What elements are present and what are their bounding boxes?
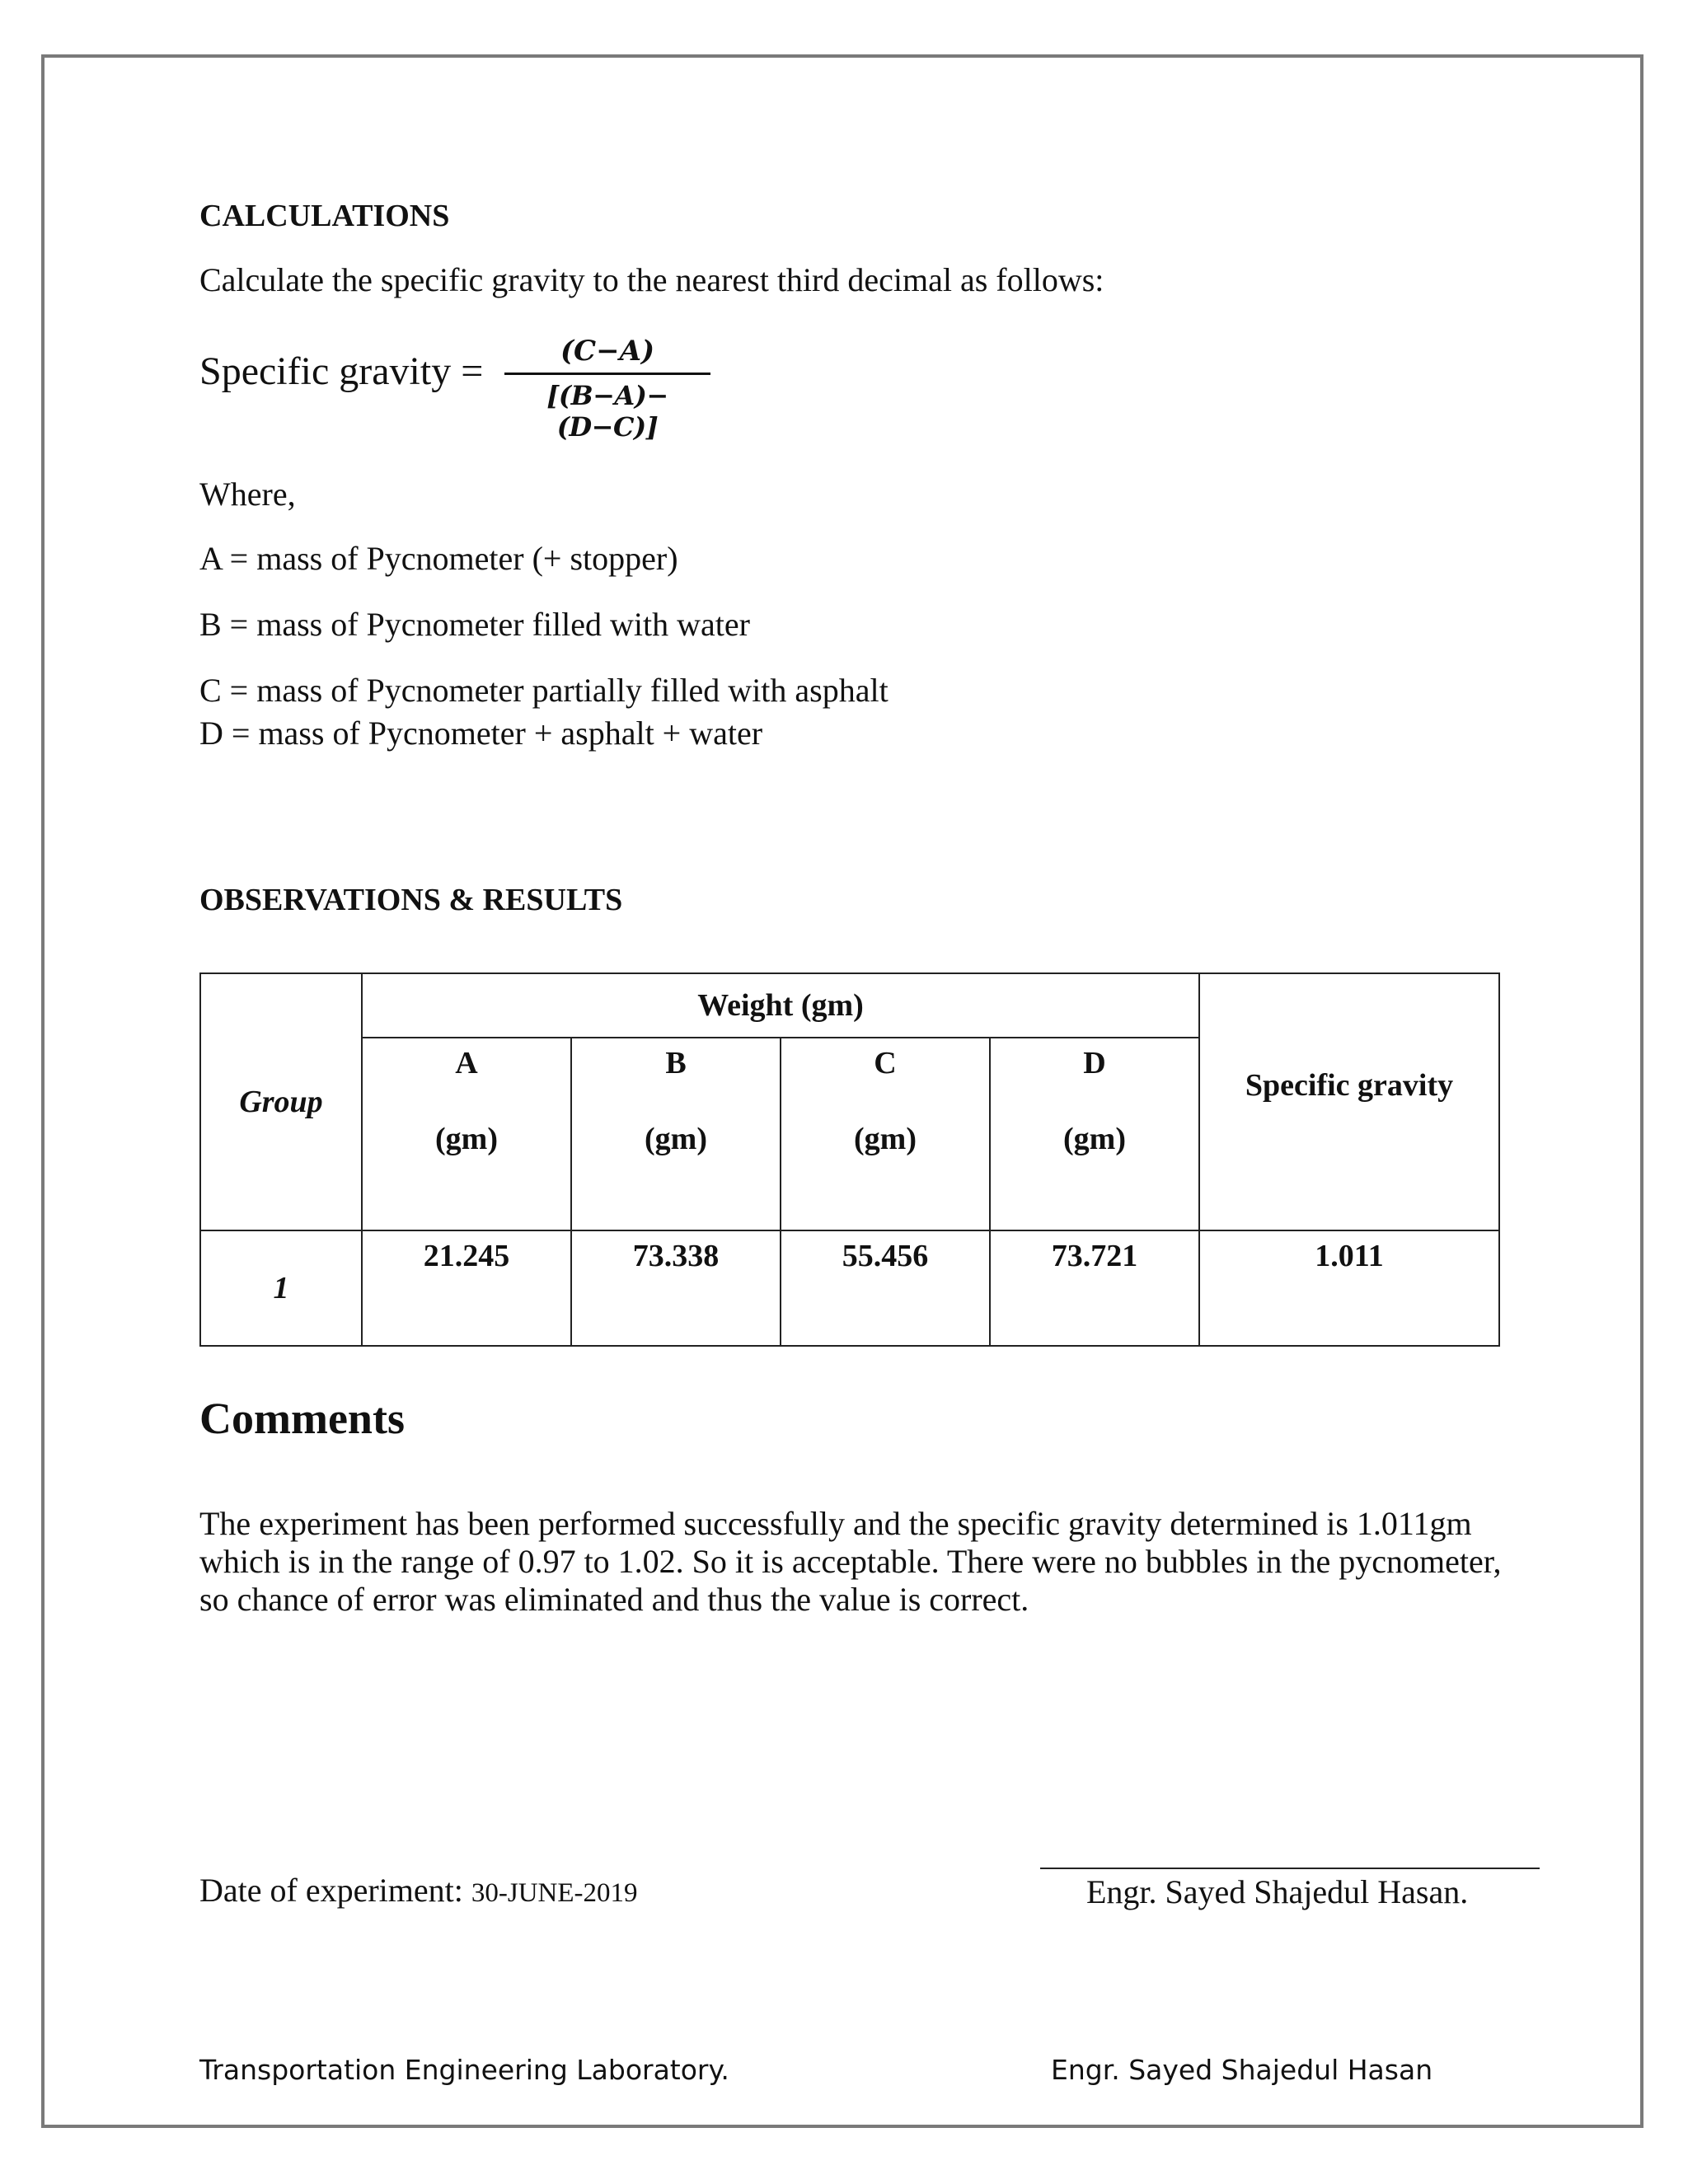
date-value: 30-JUNE-2019 [471, 1878, 638, 1908]
definition-c: C = mass of Pycnometer partially filled with asphalt [199, 672, 889, 709]
footer-lab-name: Transportation Engineering Laboratory. [199, 2054, 729, 2086]
definition-b: B = mass of Pycnometer filled with water [199, 606, 750, 643]
column-unit: (gm) [1063, 1122, 1126, 1156]
column-letter: D [1083, 1046, 1106, 1080]
group-cell: 1 [200, 1230, 362, 1346]
calculations-heading: CALCULATIONS [199, 199, 450, 233]
specific-gravity-header: Specific gravity [1199, 973, 1499, 1230]
results-table [199, 972, 1500, 1347]
signature-line [1040, 1868, 1540, 1869]
weight-header: Weight (gm) [362, 973, 1199, 1038]
column-header-d [990, 1038, 1199, 1230]
date-label: Date of experiment: [199, 1872, 471, 1909]
column-letter: C [874, 1046, 897, 1080]
value-cell-c: 55.456 [781, 1230, 990, 1346]
experiment-date [199, 1871, 638, 1910]
group-header: Group [200, 973, 362, 1230]
formula-denominator: [(B−A)−(D−C)] [546, 380, 668, 443]
column-unit: (gm) [645, 1122, 707, 1156]
fraction-bar [504, 373, 710, 375]
column-unit: (gm) [854, 1122, 917, 1156]
definition-d: D = mass of Pycnometer + asphalt + water [199, 715, 763, 752]
column-header-a [362, 1038, 571, 1230]
specific-gravity-cell: 1.011 [1199, 1230, 1499, 1346]
observations-heading: OBSERVATIONS & RESULTS [199, 883, 623, 917]
definition-a: A = mass of Pycnometer (+ stopper) [199, 540, 678, 577]
column-header-b [571, 1038, 781, 1230]
signer-name: Engr. Sayed Shajedul Hasan. [1086, 1873, 1469, 1910]
formula-numerator: (C−A) [560, 335, 655, 368]
column-letter: B [665, 1046, 687, 1080]
table-row [200, 1230, 1499, 1346]
where-label: Where, [199, 476, 296, 513]
value-cell-b: 73.338 [571, 1230, 781, 1346]
comments-heading: Comments [199, 1394, 405, 1443]
calculations-intro: Calculate the specific gravity to the nearest third decimal as follows: [199, 261, 1104, 298]
column-header-c [781, 1038, 990, 1230]
value-cell-d: 73.721 [990, 1230, 1199, 1346]
formula-fraction [504, 335, 710, 443]
column-unit: (gm) [435, 1122, 498, 1156]
value-cell-a: 21.245 [362, 1230, 571, 1346]
formula-label: Specific gravity = [199, 349, 484, 393]
footer-author: Engr. Sayed Shajedul Hasan [1051, 2054, 1433, 2086]
comments-text: The experiment has been performed successfully and the specific gravity determined is 1.011gm which is in the range of 0.97 to 1.02. So it is acceptable. There were no bubbles in the pycnometer, so chance of error was eliminated and thus the value is correct. [199, 1505, 1502, 1618]
column-letter: A [455, 1046, 478, 1080]
